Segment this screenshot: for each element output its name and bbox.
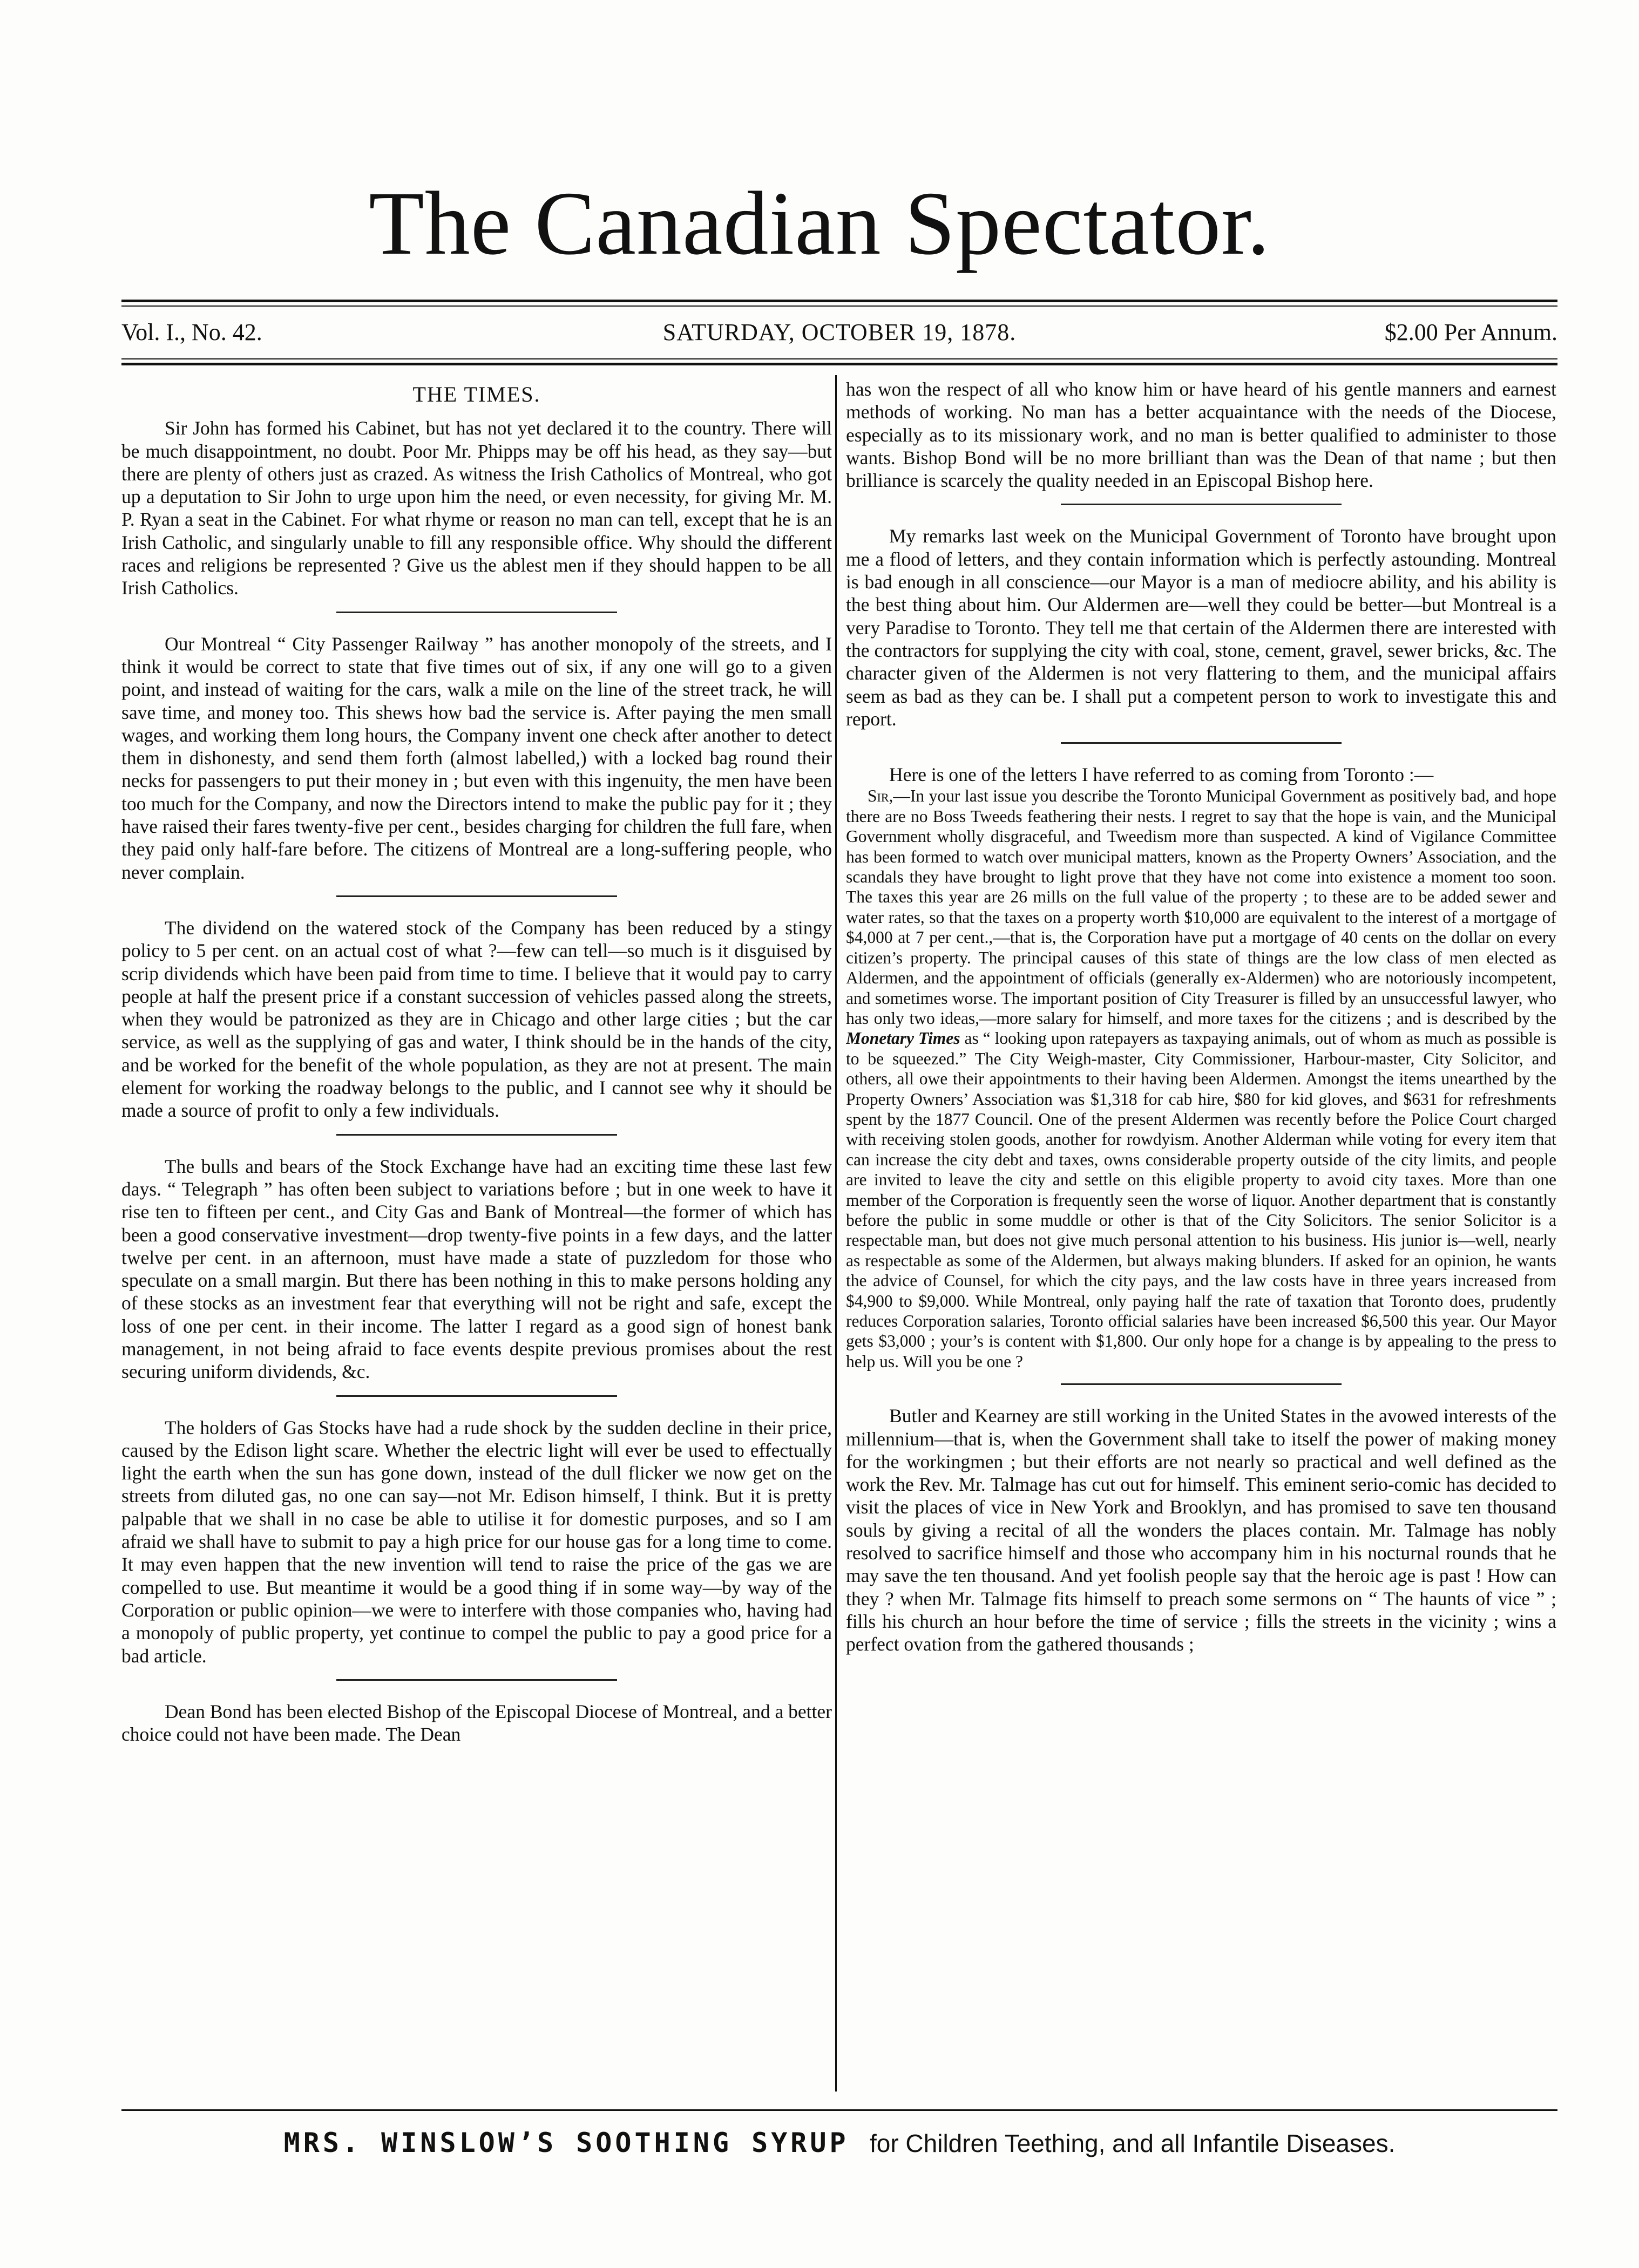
letter-text-a: —In your last issue you describe the Toronto Municipal Government as positively bad, and hope there are no Boss Tweeds feathering their nests. I regret to say that the hope is vain, and the Municipal Government wholly disgraceful, and Tweedism more than suspected. A kind of Vigilance Committee has been formed to watch over municipal matters, known as the Property Owners’ Association, and the scandals they have brought to light prove that they have not come into existence a moment too soon. The taxes this year are 26 mills on the full value of the property ; to these are to be added sewer and water rates, so that the taxes on a property worth $10,000 are equivalent to the interest of a mortgage of $4,000 at 7 per cent.,—that is, the Corporation have put a mortgage of 40 cents on the dollar on every citizen’s property. The principal causes of this state of things are the low class of men elected as Aldermen, and the appointment of officials (generally ex-Aldermen) who are notoriously incompetent, and sometimes worse. The important position of City Treasurer is filled by an unsuccessful lawyer, who has only two ideas,—more salary for himself, and more taxes for the citizens ; and is described by the: [846, 786, 1556, 1028]
toronto-letter: [846, 786, 1556, 1371]
top-rule-thin: [121, 305, 1557, 307]
letter-salutation: Sir,: [868, 786, 893, 806]
paragraph-bishop-continued: has won the respect of all who know him or have heard of his gentle manners and earnest methods of working. No man has a better acquaintance with the needs of the Diocese, especially as to its missionary work, and no man is better qualified to administer to those wants. Bishop Bond will be no more brilliant than was the Dean of that name ; but then brilliance is scarcely the quality needed in an Episcopal Bishop here.: [846, 378, 1556, 492]
advertisement-tagline: for Children Teething, and all Infantile Diseases.: [869, 2129, 1396, 2157]
volume-number: Vol. I., No. 42.: [121, 319, 262, 345]
column-separator: [835, 375, 837, 2092]
footer-rule: [121, 2109, 1557, 2111]
paragraph-dean-bond: Dean Bond has been elected Bishop of the Episcopal Diocese of Montreal, and a better choice could not have been made. The Dean: [121, 1700, 832, 1746]
footer-advertisement: [121, 2124, 1557, 2162]
section-heading: THE TIMES.: [412, 382, 541, 406]
masthead-title: The Canadian Spectator.: [369, 173, 1270, 274]
paragraph-gas-stocks: The holders of Gas Stocks have had a rude shock by the sudden decline in their price, caused by the Edison light scare. Whether the electric light will ever be used to effectually light the earth when the sun has gone down, instead of the dull flicker we now get on the streets from diluted gas, no one can say—not Mr. Edison himself, I think. But it is pretty palpable that we shall in no case be able to utilise it for domestic purposes, and so I am afraid we shall have to submit to pay a high price for our house gas for a long time to come. It may even happen that the new invention will tend to raise the price of the gas we are compelled to use. But meantime it would be a good thing if in some way—by way of the Corporation or public opinion—we were to interfere with those companies who, having had a monopoly of public property, yet continue to compel the public to pay a good price for a bad article.: [121, 1416, 832, 1667]
section-divider: [1061, 504, 1342, 505]
section-divider: [1061, 1383, 1342, 1385]
letter-text-b: as “ looking upon ratepayers as taxpaying animals, out of whom as much as possible is to be squeezed.” The City Weigh-master, City Commissioner, Harbour-master, City Solicitor, and others, all owe their appointments to their having been Aldermen. Amongst the items unearthed by the Property Owners’ Association was $1,318 for cab hire, $80 for kid gloves, and $631 for refreshments spent by the 1877 Council. One of the present Aldermen was recently before the Police Court charged with receiving stolen goods, another for rowdyism. Another Alderman while voting for every item that can increase the city debt and taxes, owns considerable property outside of the city limits, and people are invited to leave the city and settle on this eligible property to avoid city taxes. More than one member of the Corporation is frequently seen the worse of liquor. Another department that is constantly before the public in some muddle or other is that of the City Solicitors. The senior Solicitor is a respectable man, but does not give much personal attention to his business. His junior is—well, nearly as respectable as some of the Aldermen, but always making blunders. If asked for an opinion, he wants the advice of Counsel, for which the city pays, and the law costs have in three years increased from $4,900 to $9,000. While Montreal, only paying half the rate of taxation that Toronto does, prudently reduces Corporation salaries, Toronto official salaries have been increased $6,500 this year. Our Mayor gets $3,000 ; your’s is content with $1,800. Our only hope for a change is by appealing to the press to help us. Will you be one ?: [846, 1029, 1556, 1371]
paragraph-toronto-remarks: My remarks last week on the Municipal Government of Toronto have brought upon me a flood of letters, and they contain information which is perfectly astounding. Montreal is bad enough in all conscience—our Mayor is a man of mediocre ability, and his ability is the best thing about him. Our Aldermen are—well they could be better—but Montreal is a very Paradise to Toronto. They tell me that certain of the Aldermen there are interested with the contractors for supplying the city with coal, stone, cement, gravel, sewer bricks, &c. The character given of the Aldermen is not very flattering to them, and the municipal affairs seem as bad as they can be. I shall put a competent person to work to investigate this and report.: [846, 525, 1556, 730]
left-column: [121, 378, 832, 2092]
paragraph-cabinet: Sir John has formed his Cabinet, but has not yet declared it to the country. There will be much disappointment, no doubt. Poor Mr. Phipps may be off his head, as they say—but there are plenty of others just as crazed. As witness the Irish Catholics of Montreal, who got up a deputation to Sir John to urge upon him the need, or even necessity, for giving Mr. M. P. Ryan a seat in the Cabinet. For what rhyme or reason no man can tell, except that he is an Irish Catholic, and singularly unable to fill any responsible office. Why should the different races and religions be represented ? Give us the ablest men if they should happen to be all Irish Catholics.: [121, 417, 832, 599]
right-column: [846, 378, 1556, 2092]
paragraph-stock-exchange: The bulls and bears of the Stock Exchange have had an exciting time these last few days. “ Telegraph ” has often been subject to variations before ; but in one week to have it rise ten to fifteen per cent., and City Gas and Bank of Montreal—the former of which has been a good conservative investment—drop twenty-five points in a few days, and the latter twelve per cent. in an afternoon, must have made a state of puzzledom for those who speculate on a small margin. But there has been nothing in this to make persons holding any of these stocks as an investment fear that everything will not be right and safe, except the loss of one per cent. in their income. The latter I regard as a good sign of honest bank management, in not being afraid to face events despite previous promises about the rest securing uniform dividends, &c.: [121, 1155, 832, 1383]
subscription-price: $2.00 Per Annum.: [1384, 319, 1557, 345]
paragraph-talmage: Butler and Kearney are still working in the United States in the avowed interests of the millennium—that is, when the Government shall take to itself the power of making money for the workingmen ; but their efforts are not nearly so practical and well defined as the work the Rev. Mr. Talmage has cut out for himself. This eminent serio-comic has decided to visit the places of vice in New York and Brooklyn, and has promised to save ten thousand souls by giving a recital of all the wonders the places contain. Mr. Talmage has nobly resolved to sacrifice himself and those who accompany him in his nocturnal rounds that he may save the ten thousand. And yet foolish people say that the heroic age is past ! How can they ? when Mr. Talmage fits himself to preach some sermons on “ The haunts of vice ” ; fills his church an hour before the time of service ; fills the streets in the vicinity ; wins a perfect ovation from the gathered thousands ;: [846, 1405, 1556, 1655]
section-divider: [336, 1679, 617, 1681]
issue-date: SATURDAY, OCTOBER 19, 1878.: [662, 319, 1017, 345]
paragraph-railway: Our Montreal “ City Passenger Railway ” has another monopoly of the streets, and I think it would be correct to state that five times out of six, if any one will go to a given point, and instead of waiting for the cars, walk a mile on the line of the street track, he will save time, and money too. This shews how bad the service is. After paying the men small wages, and working them long hours, the Company invent one check after another to detect them in dishonesty, and send them forth (almost labelled,) with a locked bag round their necks for passengers to put their money in ; but even with this ingenuity, the men have been too much for the Company, and now the Directors intend to make the public pay for it ; they have raised their fares twenty-five per cent., besides charging for children the full fare, when they paid only half-fare before. The citizens of Montreal are a long-suffering people, who never complain.: [121, 633, 832, 883]
top-rule-thick: [121, 300, 1557, 302]
section-divider: [336, 1134, 617, 1136]
letter-body: [846, 786, 1556, 1371]
dateline-rule-thick: [121, 363, 1557, 365]
letter-publication-title: Monetary Times: [846, 1029, 960, 1048]
section-divider: [1061, 742, 1342, 744]
paragraph-letter-intro: Here is one of the letters I have referred to as coming from Toronto :—: [889, 764, 1434, 786]
advertisement-brand: MRS. WINSLOW’S SOOTHING SYRUP: [283, 2127, 849, 2158]
paragraph-dividend: The dividend on the watered stock of the Company has been reduced by a stingy policy to 5 per cent. on an actual cost of what ?—few can tell—so much is it disguised by scrip dividends which have been paid from time to time. I believe that it would pay to carry people at half the present price if a constant succession of vehicles passed along the streets, when they would be patronized as they are in Chicago and other large cities ; but the car service, as well as the supplying of gas and water, I think should be in the hands of the city, and be worked for the benefit of the whole population, as they are not at present. The main element for working the roadway belongs to the public, and I cannot see why it should be made a source of profit to only a few individuals.: [121, 916, 832, 1122]
section-divider: [336, 1395, 617, 1397]
section-divider: [336, 895, 617, 897]
dateline: [121, 316, 1557, 349]
dateline-rule-thin: [121, 358, 1557, 359]
section-divider: [336, 612, 617, 613]
